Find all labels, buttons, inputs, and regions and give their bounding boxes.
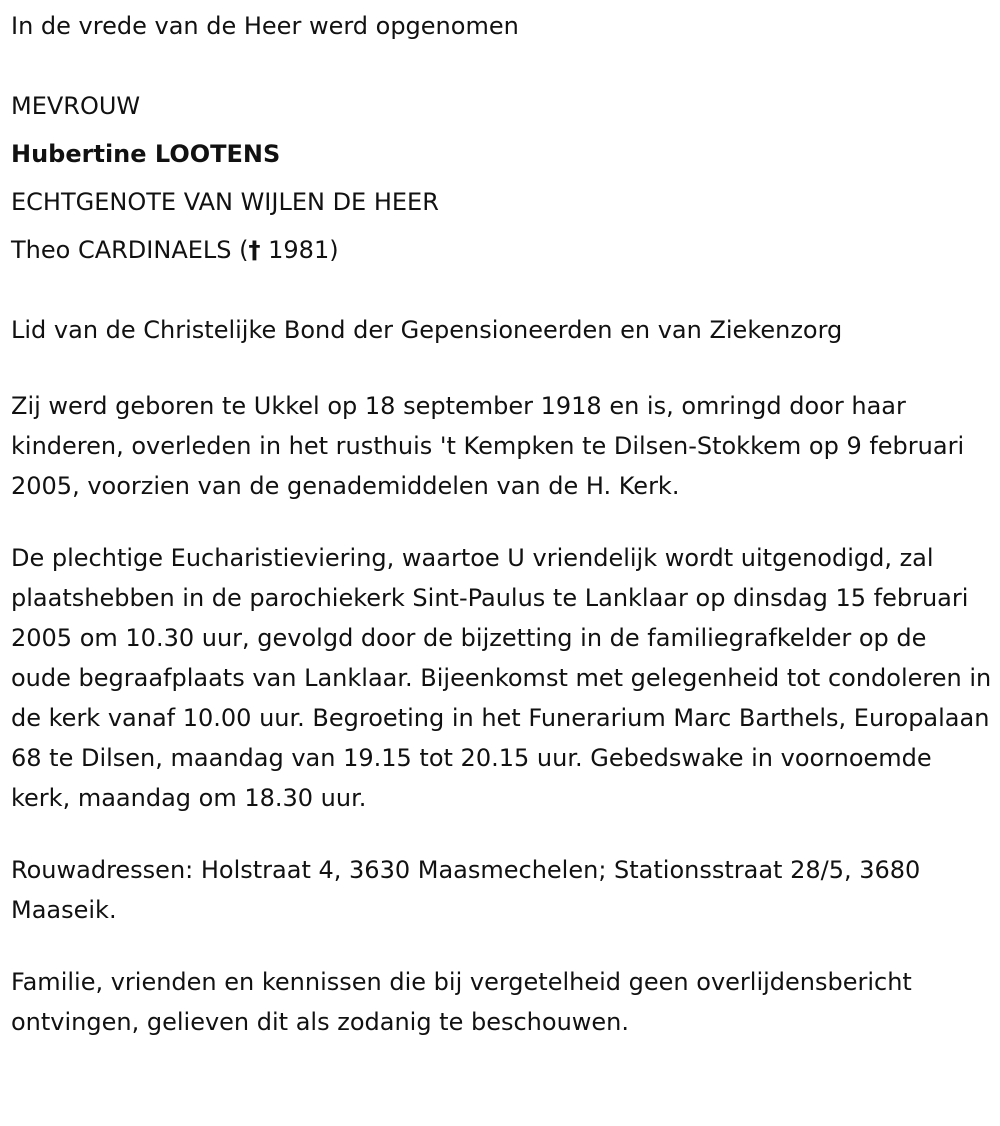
spacer bbox=[11, 506, 993, 538]
spacer bbox=[11, 354, 993, 386]
closing-paragraph: Familie, vrienden en kennissen die bij vergetelheid geen overlijdensbericht ontvingen, gelieven dit als zodanig te beschouwen. bbox=[11, 968, 912, 1036]
deceased-name: Hubertine LOOTENS bbox=[11, 140, 281, 168]
honorific: MEVROUW bbox=[11, 92, 141, 120]
spacer bbox=[11, 50, 993, 82]
spacer bbox=[11, 274, 993, 306]
birth-death-paragraph: Zij werd geboren te Ukkel op 18 september 1918 en is, omringd door haar kinderen, overleden in het rusthuis 't Kempken te Dilsen-Stokkem op 9 februari 2005, voorzien van de genademiddelen van de H. Kerk. bbox=[11, 392, 965, 500]
addresses-paragraph: Rouwadressen: Holstraat 4, 3630 Maasmechelen; Stationsstraat 28/5, 3680 Maaseik. bbox=[11, 856, 921, 924]
obituary-document bbox=[11, 0, 993, 1042]
cross-icon: † bbox=[248, 236, 261, 264]
spacer bbox=[11, 818, 993, 850]
spouse-line bbox=[11, 226, 993, 274]
relation-line: ECHTGENOTE VAN WIJLEN DE HEER bbox=[11, 188, 439, 216]
spouse-death-year: 1981) bbox=[260, 236, 339, 264]
spacer bbox=[11, 930, 993, 962]
intro-line: In de vrede van de Heer werd opgenomen bbox=[11, 12, 519, 40]
ceremony-paragraph: De plechtige Eucharistieviering, waartoe U vriendelijk wordt uitgenodigd, zal plaatshebben in de parochiekerk Sint-Paulus te Lanklaar op dinsdag 15 februari 2005 om 10.30 uur, gevolgd door de bijzetting in de familiegrafkelder op de oude begraafplaats van Lanklaar. Bijeenkomst met gelegenheid tot condoleren in de kerk vanaf 10.00 uur. Begroeting in het Funerarium Marc Barthels, Europalaan 68 te Dilsen, maandag van 19.15 tot 20.15 uur. Gebedswake in voornoemde kerk, maandag om 18.30 uur. bbox=[11, 544, 992, 812]
spouse-name: Theo CARDINAELS ( bbox=[11, 236, 249, 264]
membership-line: Lid van de Christelijke Bond der Gepensioneerden en van Ziekenzorg bbox=[11, 316, 843, 344]
